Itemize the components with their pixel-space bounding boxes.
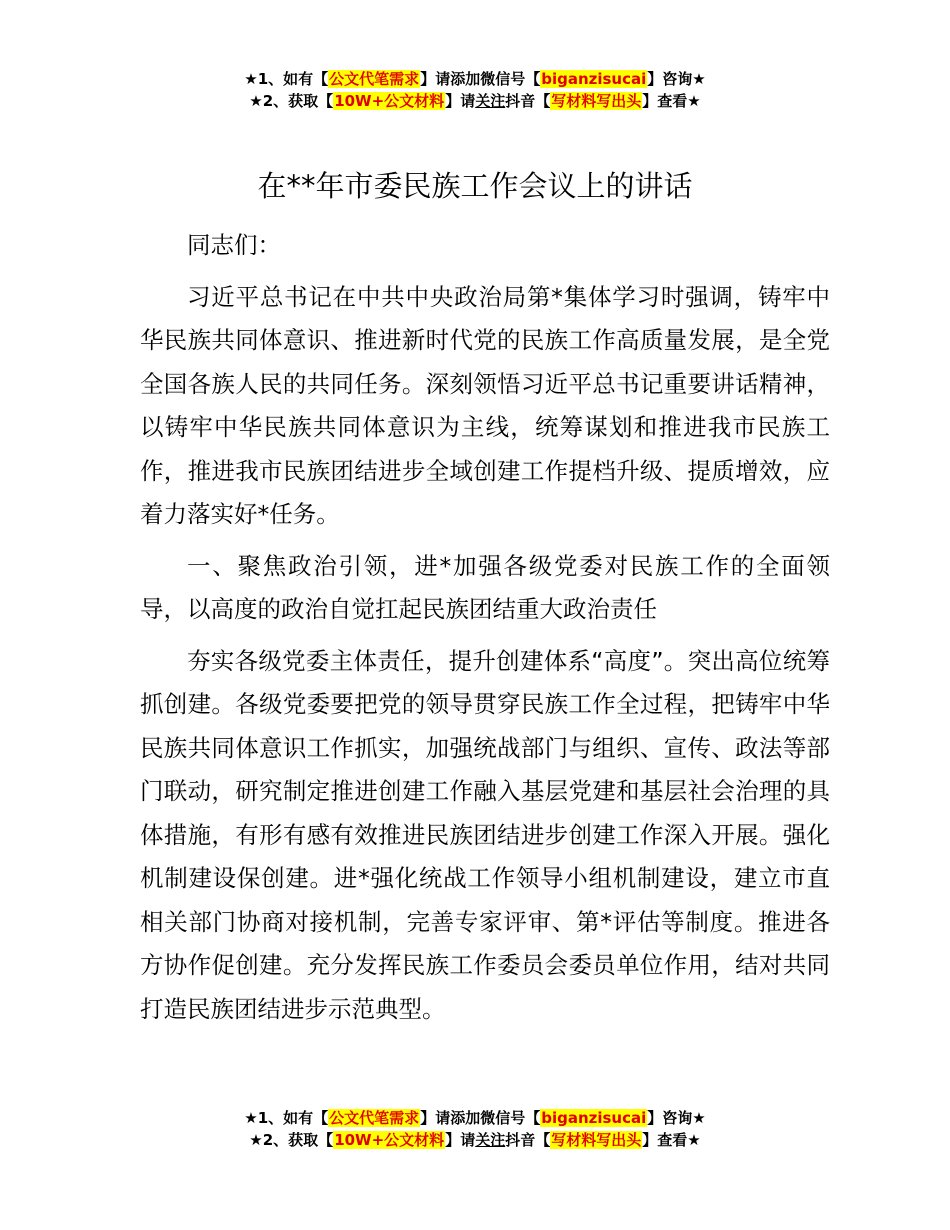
banner-text: 】请 [445,1131,476,1149]
banner-text: 抖音【 [505,92,551,110]
document-body [140,224,830,1039]
banner-text: 抖音【 [505,1131,551,1149]
page-title: 在**年市委民族工作会议上的讲话 [257,169,693,203]
underlined-text: 关注 [475,92,506,110]
banner-text: 】咨询★ [647,1109,706,1127]
banner-line-1 [0,68,950,90]
footer-banner [0,1107,950,1151]
banner-text: ★1、如有【 [244,70,329,88]
banner-line-2 [0,90,950,112]
paragraph: 习近平总书记在中共中央政治局第*集体学习时强调，铸牢中华民族共同体意识、推进新时代党的民族工作高质量发展，是全党全国各族人民的共同任务。深刻领悟习近平总书记重要讲话精神，以铸牢中华民族共同体意识为主线，统筹谋划和推进我市民族工作，推进我市民族团结进步全域创建工作提档升级、提质增效，应着力落实好*任务。 [140,282,830,528]
banner-text: 】查看★ [642,1131,701,1149]
salutation: 同志们： [187,231,281,259]
paragraph: 夯实各级党委主体责任，提升创建体系“高度”。突出高位统筹抓创建。各级党委要把党的领导贯穿民族工作全过程，把铸牢中华民族共同体意识工作抓实，加强统战部门与组织、宣传、政法等部门联动，研究制定推进创建工作融入基层党建和基层社会治理的具体措施，有形有感有效推进民族团结进步创建工作深入开展。强化机制建设保创建。进*强化统战工作领导小组机制建设，建立市直相关部门协商对接机制，完善专家评审、第*评估等制度。推进各方协作促创建。充分发挥民族工作委员会委员单位作用，结对共同打造民族团结进步示范典型。 [140,646,830,1023]
banner-text: 】请添加微信号【 [420,1109,541,1127]
banner-text: 】请 [445,92,476,110]
section-heading: 一、聚焦政治引领，进*加强各级党委对民族工作的全面领导，以高度的政治自觉扛起民族团结重大政治责任 [140,551,830,623]
underlined-text: 关注 [475,1131,506,1149]
banner-text: ★1、如有【 [244,1109,329,1127]
highlight-tag: 公文代笔需求 [329,70,420,88]
banner-line-2 [0,1129,950,1151]
banner-text: ★2、获取【 [249,92,334,110]
banner-text: 】咨询★ [647,70,706,88]
banner-line-1 [0,1107,950,1129]
banner-text: ★2、获取【 [249,1131,334,1149]
banner-text: 】查看★ [642,92,701,110]
highlight-tag: 10W+公文材料 [334,1131,445,1149]
highlight-tag: 公文代笔需求 [329,1109,420,1127]
header-banner [0,68,950,112]
banner-text: 】请添加微信号【 [420,70,541,88]
highlight-tag: 写材料写出头 [551,92,642,110]
highlight-tag: biganzisucai [541,70,647,88]
highlight-tag: 10W+公文材料 [334,92,445,110]
highlight-tag: 写材料写出头 [551,1131,642,1149]
highlight-tag: biganzisucai [541,1109,647,1127]
